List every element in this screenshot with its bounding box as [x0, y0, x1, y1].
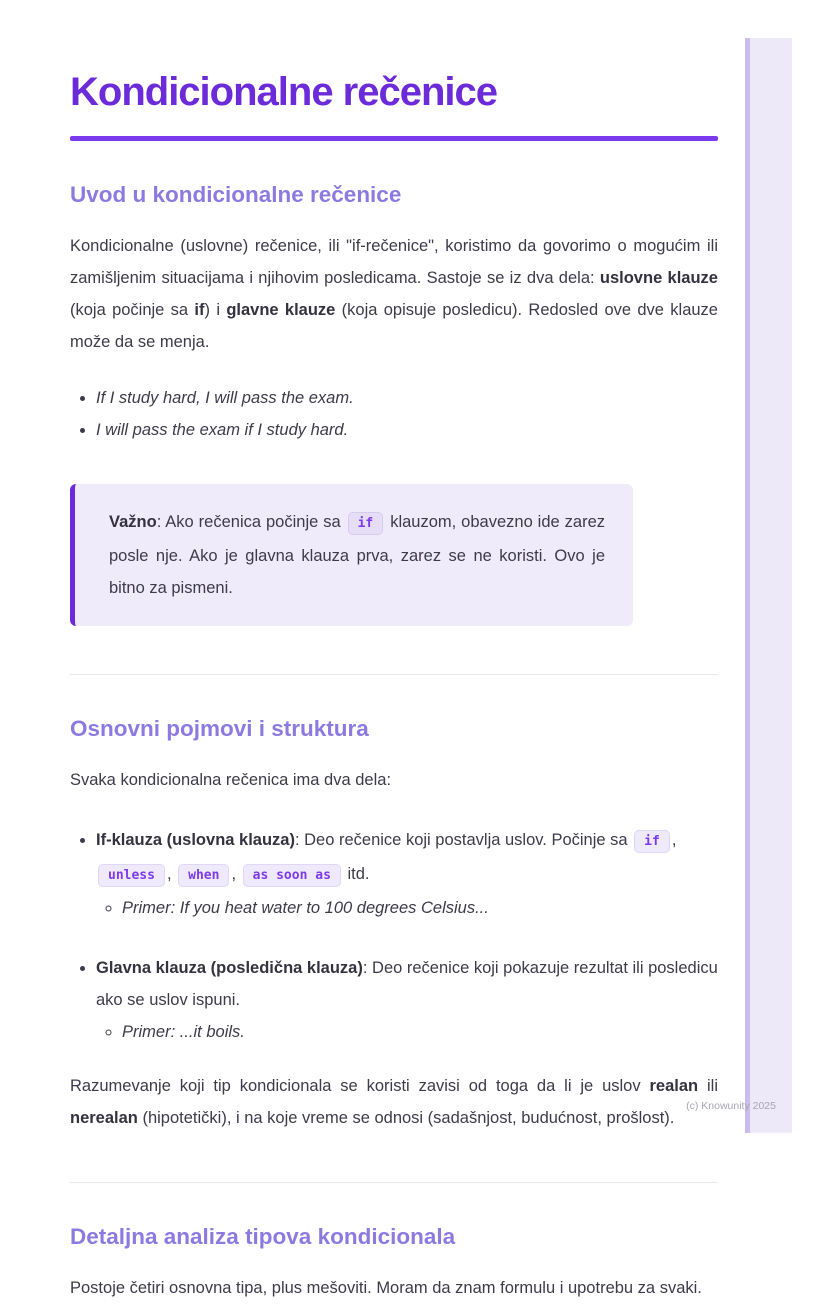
code-chip: when [178, 864, 229, 887]
text-run: Razumevanje koji tip kondicionala se koristi zavisi od toga da li je uslov [70, 1077, 650, 1095]
paragraph-razumevanje [70, 1070, 718, 1134]
text-run: (koja počinje sa [70, 301, 195, 319]
paragraph-intro [70, 230, 718, 358]
text-run: : Deo rečenice koji postavlja uslov. Počinje sa [294, 831, 633, 849]
code-chip: as soon as [243, 864, 341, 887]
section-divider [70, 674, 718, 675]
code-chip: if [348, 512, 384, 535]
definition-list [70, 824, 718, 1048]
section-divider [70, 1182, 718, 1183]
title-rule [70, 136, 718, 141]
text-run: (koja opisuje posledicu). Redosled ove dve klauze može da se menja. [70, 301, 718, 351]
list-item-primer: ◦ Primer: If you heat water to 100 degrees Celsius... [122, 892, 718, 924]
text-run: ili [698, 1077, 718, 1095]
bold-term: If-klauza (uslovna klauza) [96, 831, 295, 849]
bold-term: nerealan [70, 1109, 138, 1127]
text-run: Kondicionalne (uslovne) rečenice, ili "if-rečenice", koristimo da govorimo o mogućim ili zamišljenim situacijama i njihovim posledicama. Sastoje se iz dva dela: [70, 237, 718, 287]
example-list [70, 382, 718, 446]
list-item-glavna-klauza [96, 952, 718, 1048]
sub-example-list [96, 1016, 718, 1048]
text-run: itd. [342, 865, 370, 883]
text-run: , [166, 865, 177, 883]
code-chip: unless [98, 864, 165, 887]
list-item-primer: ◦ Primer: ...it boils. [122, 1016, 718, 1048]
section-heading-uvod: Uvod u kondicionalne rečenice [70, 182, 402, 207]
callout-box [70, 484, 633, 626]
section-heading-pojmovi: Osnovni pojmovi i struktura [70, 716, 369, 741]
sub-example-list [96, 892, 718, 924]
paragraph-pojmovi-intro: Svaka kondicionalna rečenica ima dva dela: [70, 771, 392, 789]
text-run: , [671, 831, 677, 849]
list-item: • I will pass the exam if I study hard. [96, 414, 718, 446]
copyright-notice: (c) Knowunity 2025 [686, 1100, 776, 1112]
bold-term: glavne klauze [226, 301, 336, 319]
page-title: Kondicionalne rečenice [70, 70, 498, 114]
section-heading-analiza: Detaljna analiza tipova kondicionala [70, 1224, 456, 1249]
text-run: : Ako rečenica počinje sa [156, 513, 346, 531]
document-content [70, 0, 718, 1304]
list-item-if-klauza [96, 824, 718, 924]
text-run: , [231, 865, 241, 883]
bold-term: realan [649, 1077, 699, 1095]
paragraph-analiza-intro: Postoje četiri osnovna tipa, plus mešoviti. Moram da znam formulu i upotrebu za svaki. [70, 1279, 702, 1297]
text-run: ) i [204, 301, 227, 319]
callout-label: Važno [109, 513, 157, 531]
text-run: (hipotetički), i na koje vreme se odnosi (sadašnjost, budućnost, prošlost). [137, 1109, 675, 1127]
bold-term: if [194, 301, 205, 319]
page-edge-strip [745, 38, 792, 1133]
text-run: klauzom, obavezno ide zarez posle nje. Ako je glavna klauza prva, zarez se ne koristi. Ovo je bitno za pismeni. [109, 513, 605, 597]
bold-term: Glavna klauza (posledična klauza) [96, 959, 363, 977]
bold-term: uslovne klauze [599, 269, 718, 287]
text-run: : Deo rečenice koji pokazuje rezultat ili posledicu ako se uslov ispuni. [96, 959, 718, 1009]
list-item: • If I study hard, I will pass the exam. [96, 382, 718, 414]
code-chip: if [634, 830, 670, 853]
